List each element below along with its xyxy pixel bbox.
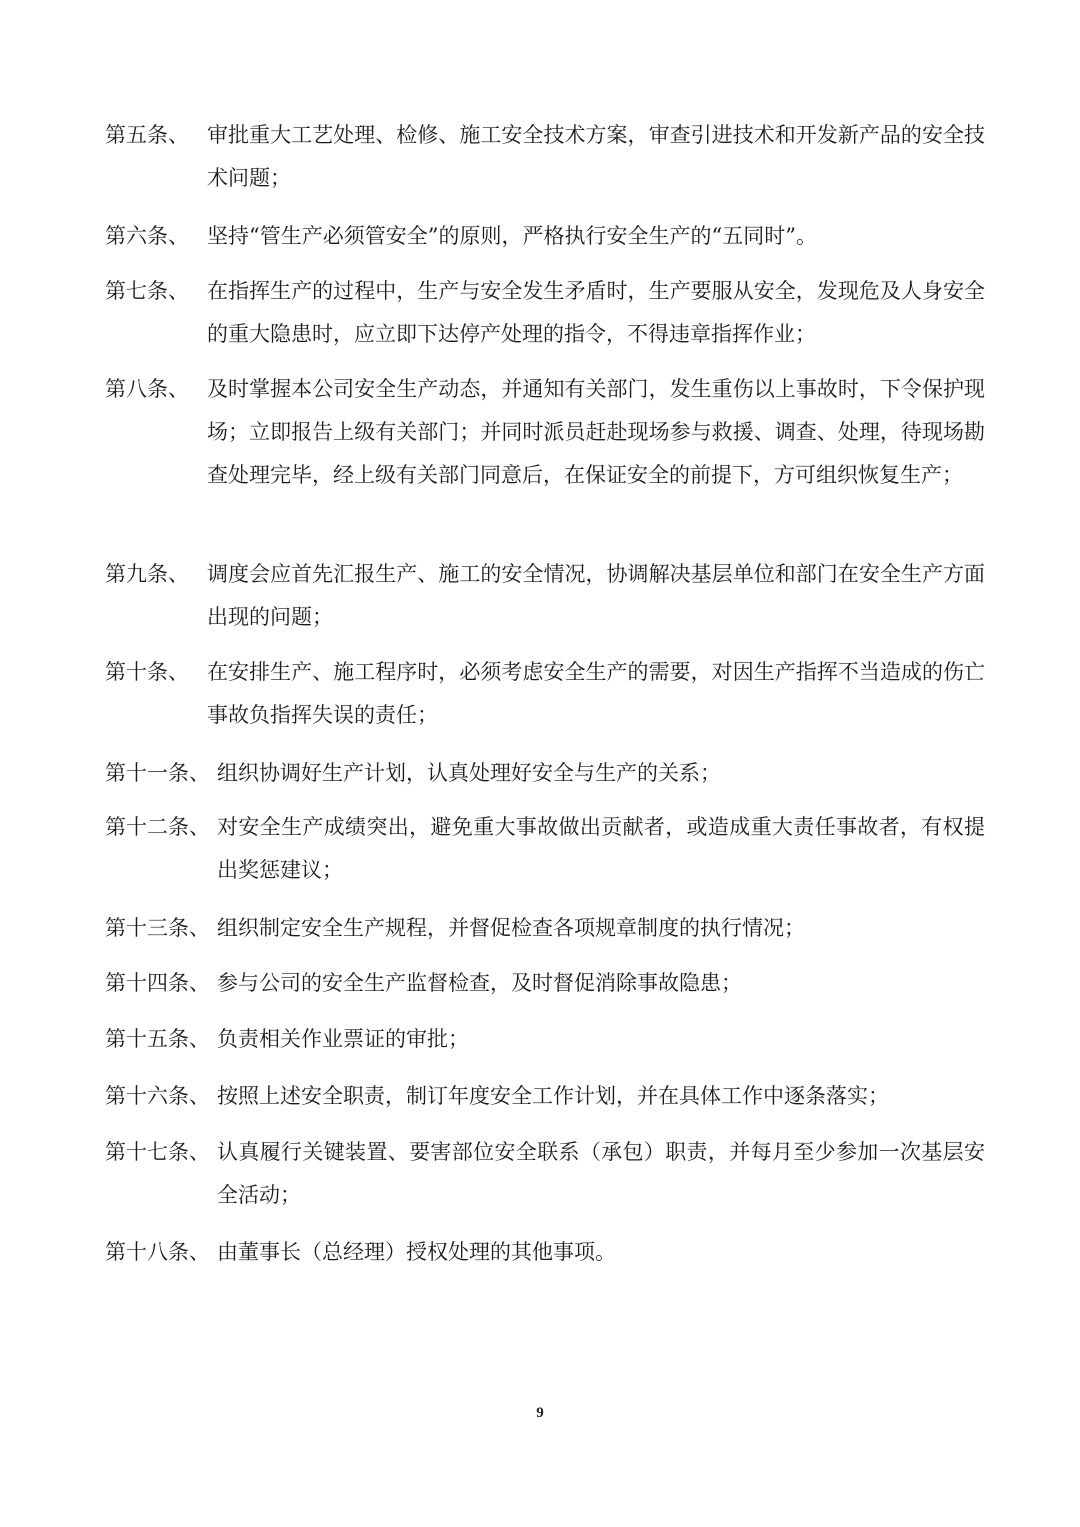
article-text: 调度会应首先汇报生产、施工的安全情况，协调解决基层单位和部门在安全生产方面出现的问题； (207, 562, 985, 629)
article-number: 第十六条、 (105, 1084, 210, 1108)
article-number: 第十八条、 (105, 1240, 210, 1264)
article-text: 负责相关作业票证的审批； (217, 1027, 469, 1051)
article-13 (105, 907, 985, 950)
article-number: 第九条、 (105, 562, 189, 586)
article-number: 第十二条、 (105, 815, 210, 839)
article-11 (105, 752, 985, 795)
article-number: 第十四条、 (105, 971, 210, 995)
article-text: 由董事长（总经理）授权处理的其他事项。 (217, 1240, 616, 1264)
page-number: 9 (536, 1405, 544, 1421)
article-5 (105, 114, 985, 200)
article-14 (105, 962, 985, 1005)
article-7 (105, 270, 985, 356)
article-18 (105, 1231, 985, 1274)
article-number: 第十七条、 (105, 1140, 210, 1164)
article-number: 第八条、 (105, 377, 189, 401)
article-number: 第七条、 (105, 279, 189, 303)
article-12 (105, 806, 985, 892)
article-16 (105, 1075, 985, 1118)
article-number: 第十五条、 (105, 1027, 210, 1051)
article-text: 认真履行关键装置、要害部位安全联系（承包）职责，并每月至少参加一次基层安全活动； (217, 1140, 985, 1207)
article-text: 审批重大工艺处理、检修、施工安全技术方案，审查引进技术和开发新产品的安全技术问题； (207, 123, 985, 190)
article-text: 坚持“管生产必须管安全”的原则，严格执行安全生产的“五同时”。 (207, 224, 817, 248)
article-number: 第五条、 (105, 123, 189, 147)
article-17 (105, 1131, 985, 1217)
article-number: 第十一条、 (105, 761, 210, 785)
article-number: 第十三条、 (105, 916, 210, 940)
article-number: 第六条、 (105, 224, 189, 248)
article-text: 在安排生产、施工程序时，必须考虑安全生产的需要，对因生产指挥不当造成的伤亡事故负指挥失误的责任； (207, 660, 985, 727)
article-text: 及时掌握本公司安全生产动态，并通知有关部门，发生重伤以上事故时，下令保护现场；立即报告上级有关部门；并同时派员赶赴现场参与救援、调查、处理，待现场勘查处理完毕，经上级有关部门同意后，在保证安全的前提下，方可组织恢复生产； (207, 377, 985, 487)
article-text: 参与公司的安全生产监督检查，及时督促消除事故隐患； (217, 971, 742, 995)
article-6 (105, 215, 985, 258)
article-9 (105, 553, 985, 639)
article-10 (105, 651, 985, 737)
article-8 (105, 368, 985, 497)
article-text: 对安全生产成绩突出，避免重大事故做出贡献者，或造成重大责任事故者，有权提出奖惩建议； (217, 815, 985, 882)
article-15 (105, 1018, 985, 1061)
article-text: 组织制定安全生产规程，并督促检查各项规章制度的执行情况； (217, 916, 805, 940)
article-text: 按照上述安全职责，制订年度安全工作计划，并在具体工作中逐条落实； (217, 1084, 889, 1108)
article-text: 组织协调好生产计划，认真处理好安全与生产的关系； (217, 761, 721, 785)
article-number: 第十条、 (105, 660, 189, 684)
article-text: 在指挥生产的过程中，生产与安全发生矛盾时，生产要服从安全，发现危及人身安全的重大隐患时，应立即下达停产处理的指令，不得违章指挥作业； (207, 279, 985, 346)
